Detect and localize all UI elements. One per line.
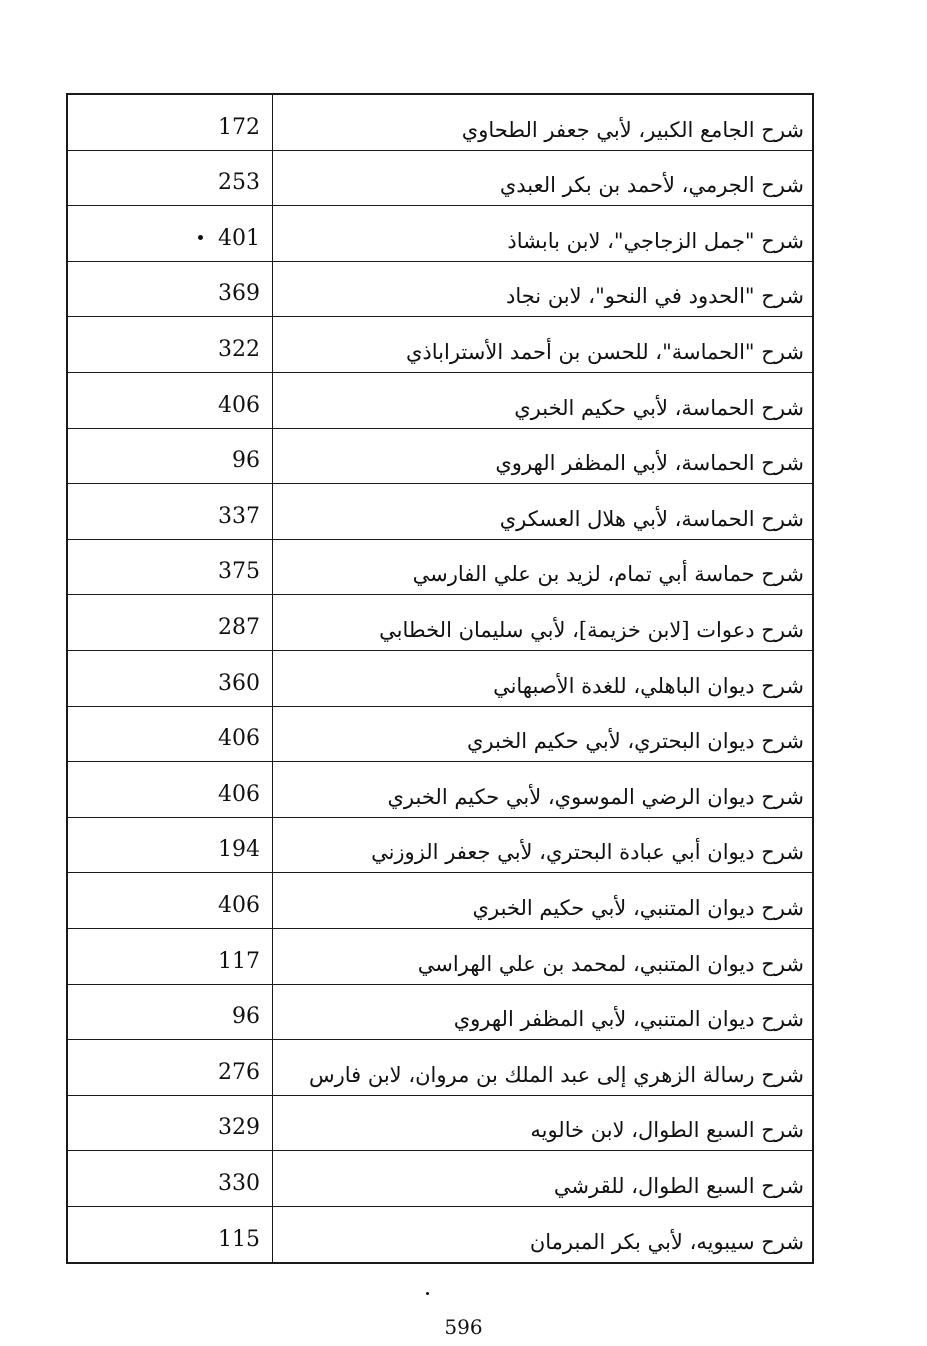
page-reference: 329 xyxy=(68,1096,273,1151)
page-reference: 115 xyxy=(68,1207,273,1263)
book-title: شرح الحماسة، لأبي هلال العسكري xyxy=(499,506,804,531)
index-table xyxy=(66,93,814,1264)
page-reference: 96 xyxy=(68,429,273,484)
table-row xyxy=(68,540,812,596)
table-row xyxy=(68,262,812,318)
book-title: شرح الحماسة، لأبي المظفر الهروي xyxy=(495,451,804,476)
book-title: شرح "الحماسة"، للحسن بن أحمد الأستراباذي xyxy=(405,339,804,364)
table-row xyxy=(68,1040,812,1096)
page-reference: 337 xyxy=(68,484,273,539)
table-row xyxy=(68,818,812,874)
table-row xyxy=(68,873,812,929)
book-title: شرح الجامع الكبير، لأبي جعفر الطحاوي xyxy=(461,117,804,142)
book-title: شرح ديوان البحتري، لأبي حكيم الخبري xyxy=(466,729,804,754)
book-title: شرح حماسة أبي تمام، لزيد بن علي الفارسي xyxy=(412,562,804,587)
book-title: شرح السبع الطوال، لابن خالويه xyxy=(530,1118,804,1143)
page-reference: 406 xyxy=(68,873,273,928)
page-reference: 406 xyxy=(68,762,273,817)
table-row xyxy=(68,95,812,151)
margin-dot-mark xyxy=(198,235,203,240)
page-reference: 172 xyxy=(68,95,273,150)
page-reference: 253 xyxy=(68,151,273,206)
book-title: شرح ديوان المتنبي، لأبي حكيم الخبري xyxy=(472,895,804,920)
page-reference: 194 xyxy=(68,818,273,873)
table-row xyxy=(68,484,812,540)
page-reference: 287 xyxy=(68,595,273,650)
page-reference: 330 xyxy=(68,1151,273,1206)
table-row xyxy=(68,373,812,429)
page-reference: 406 xyxy=(68,707,273,762)
book-title: شرح "جمل الزجاجي"، لابن بابشاذ xyxy=(507,228,804,253)
table-row xyxy=(68,707,812,763)
table-row xyxy=(68,595,812,651)
table-row xyxy=(68,1096,812,1152)
book-title: شرح ديوان أبي عبادة البحتري، لأبي جعفر الزوزني xyxy=(371,840,804,865)
page-number: 596 xyxy=(444,1315,483,1339)
page-reference: 360 xyxy=(68,651,273,706)
book-title: شرح ديوان المتنبي، لأبي المظفر الهروي xyxy=(453,1007,804,1032)
book-title: شرح الجرمي، لأحمد بن بكر العبدي xyxy=(499,173,804,198)
table-row xyxy=(68,985,812,1041)
book-title: شرح سيبويه، لأبي بكر المبرمان xyxy=(529,1230,804,1255)
page-reference: 322 xyxy=(68,317,273,372)
table-row xyxy=(68,429,812,485)
book-title: شرح ديوان الباهلي، للغدة الأصبهاني xyxy=(493,673,804,698)
page-reference: 96 xyxy=(68,985,273,1040)
footer-dot-mark xyxy=(426,1292,429,1295)
table-row xyxy=(68,317,812,373)
page-reference: 375 xyxy=(68,540,273,595)
book-title: شرح ديوان المتنبي، لمحمد بن علي الهراسي xyxy=(417,951,804,976)
book-title: شرح دعوات [لابن خزيمة]، لأبي سليمان الخطابي xyxy=(379,617,804,642)
page-reference: 117 xyxy=(68,929,273,984)
book-title: شرح الحماسة، لأبي حكيم الخبري xyxy=(514,395,804,420)
table-row xyxy=(68,151,812,207)
page-reference: 276 xyxy=(68,1040,273,1095)
table-row xyxy=(68,929,812,985)
table-row xyxy=(68,1207,812,1263)
book-title: شرح ديوان الرضي الموسوي، لأبي حكيم الخبري xyxy=(387,784,804,809)
book-title: شرح السبع الطوال، للقرشي xyxy=(553,1173,804,1198)
table-row xyxy=(68,762,812,818)
page-reference: 369 xyxy=(68,262,273,317)
book-title: شرح رسالة الزهري إلى عبد الملك بن مروان، لابن فارس xyxy=(308,1062,804,1087)
table-row xyxy=(68,651,812,707)
page-reference: 401 xyxy=(68,206,273,261)
book-title: شرح "الحدود في النحو"، لابن نجاد xyxy=(506,284,804,309)
table-row xyxy=(68,206,812,262)
table-row xyxy=(68,1151,812,1207)
page-reference: 406 xyxy=(68,373,273,428)
